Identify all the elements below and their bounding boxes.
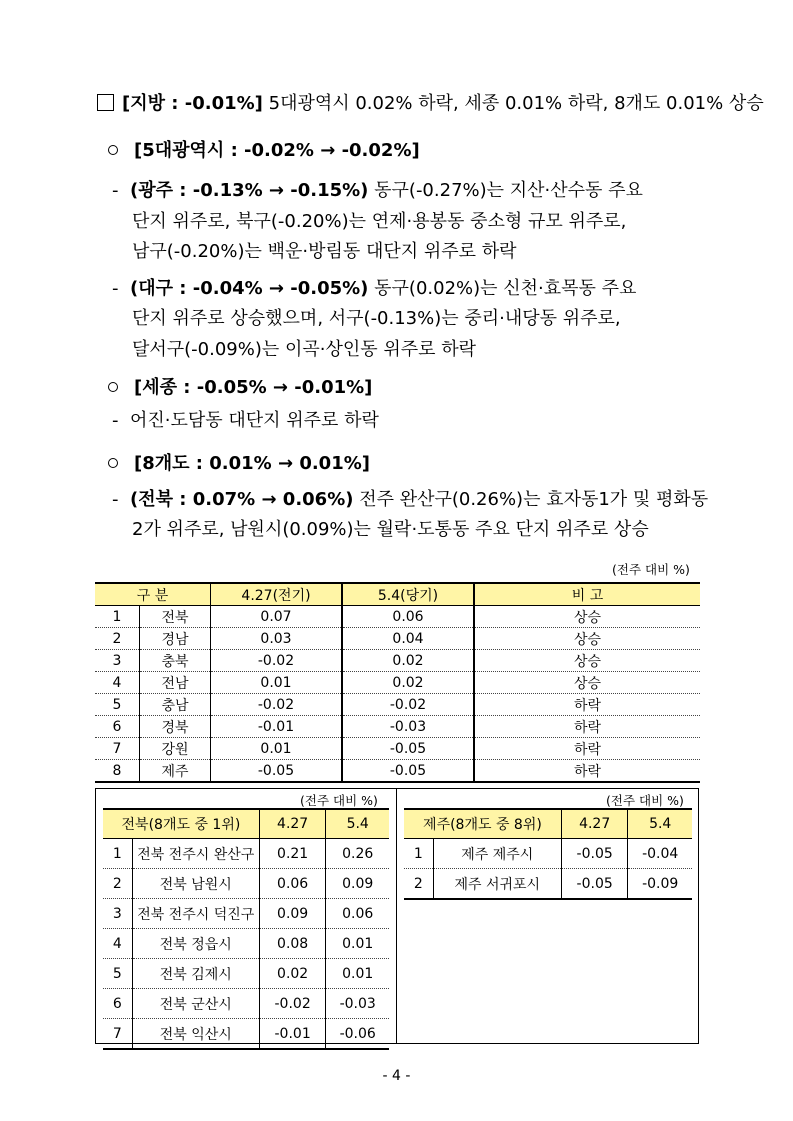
note-value: 하락 [474, 694, 700, 716]
region-name: 전북 [140, 606, 211, 628]
table-header-row [95, 583, 700, 606]
region-name: 충북 [140, 650, 211, 672]
table-row [404, 869, 692, 900]
right-table-unit: (전주 대비 %) [606, 793, 684, 808]
gwangju-text-2: 단지 위주로, 북구(-0.20%)는 연제·용봉동 중소형 규모 위주로, [132, 211, 627, 232]
table-body [95, 606, 700, 783]
table-header-row [404, 809, 692, 839]
dash-bullet: - [112, 489, 119, 510]
region-name: 전북 남원시 [132, 869, 259, 899]
dash-bullet: - [112, 180, 119, 201]
prev-value: -0.02 [211, 694, 343, 716]
row-number: 2 [95, 628, 140, 650]
sejong-text: 어진·도담동 대단지 위주로 하락 [130, 410, 379, 431]
row-number: 4 [95, 672, 140, 694]
prev-value: 0.08 [259, 929, 326, 959]
note-value: 하락 [474, 738, 700, 760]
daegu-text-3: 달서구(-0.09%)는 이곡·상인동 위주로 하락 [132, 339, 477, 360]
daegu-label: (대구 : -0.04% → -0.05%) [130, 278, 369, 299]
header-category: 구 분 [95, 583, 211, 606]
region-name: 전북 김제시 [132, 959, 259, 989]
provinces-title: [8개도 : 0.01% → 0.01%] [134, 453, 370, 474]
region-name: 경북 [140, 716, 211, 738]
section-header-line [97, 92, 764, 116]
table-row [95, 628, 700, 650]
jeonbuk-label: (전북 : 0.07% → 0.06%) [130, 489, 354, 510]
table-row [103, 1019, 389, 1050]
prev-value: -0.01 [259, 1019, 326, 1050]
row-number: 8 [95, 760, 140, 783]
dash-bullet: - [112, 278, 119, 299]
header-prev: 4.27 [259, 809, 326, 839]
daegu-text-1: 동구(0.02%)는 신천·효목동 주요 [368, 278, 637, 299]
row-number: 2 [404, 869, 433, 900]
row-number: 1 [95, 606, 140, 628]
page-number: - 4 - [382, 1068, 411, 1084]
header-region: 제주(8개도 중 8위) [404, 809, 561, 839]
province-weekly-table [95, 582, 700, 783]
prev-value: 0.01 [211, 738, 343, 760]
header-prev: 4.27 [561, 809, 628, 839]
note-value: 상승 [474, 628, 700, 650]
daegu-text-2: 단지 위주로 상승했으며, 서구(-0.13%)는 중리·내당동 위주로, [132, 308, 621, 329]
cur-value: 0.06 [342, 606, 474, 628]
cur-value: 0.06 [326, 899, 389, 929]
metro-title-line [108, 139, 420, 163]
gwangju-line-1 [112, 179, 643, 203]
sub-tables-divider [396, 788, 397, 1044]
cur-value: 0.04 [342, 628, 474, 650]
note-value: 상승 [474, 672, 700, 694]
region-name: 강원 [140, 738, 211, 760]
row-number: 4 [103, 929, 132, 959]
table-row [95, 650, 700, 672]
circle-bullet-icon [108, 458, 118, 468]
row-number: 3 [95, 650, 140, 672]
jeonbuk-line-1 [112, 488, 708, 512]
row-number: 1 [103, 839, 132, 869]
row-number: 7 [95, 738, 140, 760]
region-name: 전남 [140, 672, 211, 694]
dash-bullet: - [112, 410, 119, 431]
table-row [103, 959, 389, 989]
note-value: 상승 [474, 650, 700, 672]
gwangju-label: (광주 : -0.13% → -0.15%) [130, 180, 369, 201]
row-number: 7 [103, 1019, 132, 1050]
table-row [95, 716, 700, 738]
table-row [95, 694, 700, 716]
prev-value: -0.02 [259, 989, 326, 1019]
row-number: 5 [103, 959, 132, 989]
sejong-title: [세종 : -0.05% → -0.01%] [134, 377, 373, 398]
header-text: 5대광역시 0.02% 하락, 세종 0.01% 하락, 8개도 0.01% 상승 [262, 93, 764, 114]
row-number: 6 [95, 716, 140, 738]
sejong-line [112, 409, 379, 433]
region-name: 전북 전주시 덕진구 [132, 899, 259, 929]
cur-value: -0.09 [628, 869, 692, 900]
table-row [95, 760, 700, 783]
table-row [103, 869, 389, 899]
jeju-table [404, 808, 692, 900]
provinces-title-line [108, 452, 370, 476]
note-value: 하락 [474, 716, 700, 738]
prev-value: 0.21 [259, 839, 326, 869]
cur-value: -0.06 [326, 1019, 389, 1050]
jeonbuk-text-2: 2가 위주로, 남원시(0.09%)는 월락·도통동 주요 단지 위주로 상승 [132, 519, 649, 540]
cur-value: 0.02 [342, 672, 474, 694]
cur-value: -0.02 [342, 694, 474, 716]
note-value: 상승 [474, 606, 700, 628]
circle-bullet-icon [108, 145, 118, 155]
row-number: 5 [95, 694, 140, 716]
cur-value: -0.04 [642, 845, 679, 862]
header-label: [지방 : -0.01%] [122, 93, 263, 114]
region-name: 전북 전주시 완산구 [132, 839, 259, 869]
table-row [404, 839, 692, 869]
cur-value: 0.09 [326, 869, 389, 899]
header-prev: 4.27(전기) [211, 583, 343, 606]
row-number: 2 [103, 869, 132, 899]
region-name: 전북 익산시 [132, 1019, 259, 1050]
checkbox-square-icon [97, 94, 114, 111]
cur-value: 0.01 [326, 959, 389, 989]
table-header-row [103, 809, 389, 839]
cur-value: 0.01 [326, 929, 389, 959]
table-row [95, 672, 700, 694]
prev-value: -0.05 [561, 869, 628, 900]
jeonbuk-table [103, 808, 389, 1050]
prev-value: 0.02 [259, 959, 326, 989]
header-region: 전북(8개도 중 1위) [103, 809, 259, 839]
header-cur: 5.4 [628, 809, 692, 839]
region-name: 제주 [140, 760, 211, 783]
prev-value: 0.01 [211, 672, 343, 694]
row-number: 3 [103, 899, 132, 929]
cur-value: -0.05 [342, 738, 474, 760]
note-value: 하락 [474, 760, 700, 783]
table-row [95, 738, 700, 760]
table-row [103, 899, 389, 929]
header-cur: 5.4(당기) [342, 583, 474, 606]
region-name: 전북 군산시 [132, 989, 259, 1019]
prev-value: -0.02 [211, 650, 343, 672]
main-table-unit: (전주 대비 %) [612, 562, 690, 577]
prev-value: -0.05 [211, 760, 343, 783]
header-note: 비 고 [474, 583, 700, 606]
cur-value: -0.03 [326, 989, 389, 1019]
row-number: 6 [103, 989, 132, 1019]
table-row [103, 989, 389, 1019]
row-number: 1 [404, 839, 433, 869]
region-name: 전북 정읍시 [132, 929, 259, 959]
cur-value: 0.02 [342, 650, 474, 672]
cur-value: -0.05 [342, 760, 474, 783]
jeonbuk-text-1: 전주 완산구(0.26%)는 효자동1가 및 평화동 [353, 489, 709, 510]
left-table-unit: (전주 대비 %) [300, 793, 378, 808]
prev-value: 0.06 [259, 869, 326, 899]
table-row [103, 839, 389, 869]
gwangju-text-1: 동구(-0.27%)는 지산·산수동 주요 [368, 180, 643, 201]
daegu-line-1 [112, 277, 636, 301]
region-name: 충남 [140, 694, 211, 716]
prev-value: 0.07 [211, 606, 343, 628]
table-row [103, 929, 389, 959]
metro-title: [5대광역시 : -0.02% → -0.02%] [134, 140, 420, 161]
table-body [103, 839, 389, 1050]
cur-value: 0.26 [342, 845, 374, 862]
region-name: 제주 제주시 [433, 839, 561, 869]
region-name: 제주 서귀포시 [433, 869, 561, 900]
circle-bullet-icon [108, 382, 118, 392]
sejong-title-line [108, 376, 372, 400]
prev-value: -0.01 [211, 716, 343, 738]
header-cur: 5.4 [326, 809, 389, 839]
table-row [95, 606, 700, 628]
cur-value: -0.03 [342, 716, 474, 738]
prev-value: 0.09 [259, 899, 326, 929]
prev-value: -0.05 [561, 839, 628, 869]
prev-value: 0.03 [211, 628, 343, 650]
table-body [404, 839, 692, 900]
region-name: 경남 [140, 628, 211, 650]
gwangju-text-3: 남구(-0.20%)는 백운·방림동 대단지 위주로 하락 [132, 241, 517, 262]
